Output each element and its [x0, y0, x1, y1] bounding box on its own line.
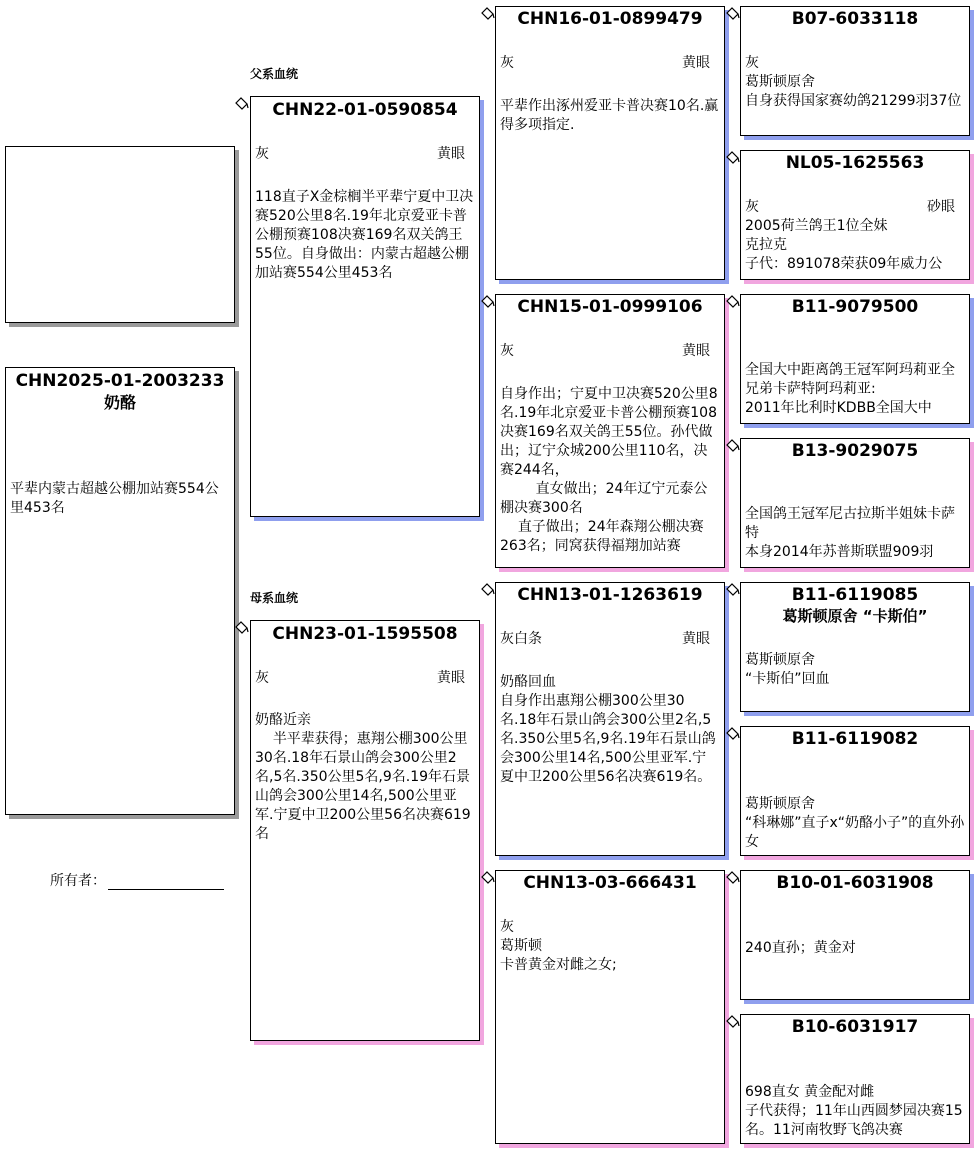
paint-bucket-icon[interactable]	[724, 582, 740, 598]
gen2-card-2[interactable]	[495, 294, 725, 568]
gen3-text: 全国鸽王冠军尼古拉斯半姐妹卡萨特 本身2014年苏普斯联盟909羽	[745, 506, 955, 560]
paint-bucket-icon[interactable]	[479, 6, 495, 22]
owner-blank[interactable]	[108, 873, 224, 890]
gen2-eye: 黄眼	[682, 343, 710, 359]
subject-text: 平辈内蒙古超越公棚加站赛554公里453名	[10, 481, 219, 516]
gen3-text: 葛斯顿原舍 “科琳娜”直子x“奶酪小子”的直外孙女	[745, 796, 965, 850]
sire-ring: CHN22-01-0590854	[272, 100, 458, 120]
dam-ring: CHN23-01-1595508	[272, 624, 458, 644]
paint-bucket-icon[interactable]	[479, 870, 495, 886]
paint-bucket-icon[interactable]	[724, 726, 740, 742]
gen2-color: 灰白条	[500, 631, 542, 647]
gen3-ring: B13-9029075	[791, 441, 919, 461]
gen3-text: 灰 葛斯顿原舍 自身获得国家赛幼鸽21299羽37位	[745, 55, 962, 109]
gen3-ring: B11-9079500	[791, 297, 919, 317]
photo-box	[5, 146, 235, 323]
sire-color: 灰	[255, 146, 269, 162]
subject-card[interactable]	[5, 367, 235, 815]
gen3-ring: B11-6119082	[791, 729, 919, 749]
dam-line-label: 母系血统	[250, 591, 299, 605]
gen3-text: 葛斯顿原舍 “卡斯伯”回血	[745, 652, 830, 687]
dam-card[interactable]	[250, 620, 480, 1041]
gen2-ring: CHN15-01-0999106	[517, 297, 703, 317]
paint-bucket-icon[interactable]	[724, 870, 740, 886]
gen2-text: 自身作出；宁夏中卫决赛520公里8名.19年北京爱亚卡普公棚预赛108决赛169名双关鸽王55位。孙代做出；辽宁众城200公里110名，决赛244名， 直女做出；24年辽宁元泰公棚决赛300名 直子做出；24年森翔公棚决赛263名；同窝获得福翔加站赛	[500, 386, 718, 554]
gen3-ring: B11-6119085	[791, 585, 919, 605]
gen3-color: 灰	[745, 199, 759, 215]
gen2-color: 灰	[500, 343, 514, 359]
gen3-card-2[interactable]	[740, 150, 970, 280]
dam-text: 奶酪近亲 半平辈获得；惠翔公棚300公里30名.18年石景山鸽会300公里2名,5名.350公里5名,9名.19年石景山鸽会300公里14名,500公里亚军.宁夏中卫200公里56名决赛619名	[255, 712, 471, 842]
gen3-text: 698直女 黄金配对雌 子代获得；11年山西圆梦园决赛15名。11河南牧野飞鸽决赛	[745, 1084, 963, 1138]
gen2-eye: 黄眼	[682, 55, 710, 71]
gen3-card-4[interactable]	[740, 438, 970, 568]
gen3-text: 240直孙；黄金对	[745, 940, 856, 956]
gen2-color: 灰	[500, 55, 514, 71]
gen3-card-6[interactable]	[740, 726, 970, 856]
paint-bucket-icon[interactable]	[724, 150, 740, 166]
gen3-ring: B07-6033118	[791, 9, 919, 29]
paint-bucket-icon[interactable]	[233, 620, 249, 636]
subject-ring: CHN2025-01-2003233	[15, 371, 225, 391]
sire-text: 118直子X金棕榈半平辈宁夏中卫决赛520公里8名.19年北京爱亚卡普公棚预赛108决赛169名双关鸽王55位。自身做出：内蒙古超越公棚加站赛554公里453名	[255, 189, 474, 281]
gen3-eye: 砂眼	[927, 199, 955, 215]
paint-bucket-icon[interactable]	[724, 6, 740, 22]
sire-card[interactable]	[250, 96, 480, 517]
gen3-ring: B10-6031917	[791, 1017, 919, 1037]
gen3-card-1[interactable]	[740, 6, 970, 136]
subject-name: 奶酪	[103, 393, 136, 412]
sire-line-label: 父系血统	[250, 67, 299, 81]
gen2-card-1[interactable]	[495, 6, 725, 280]
gen3-ring: NL05-1625563	[785, 153, 925, 173]
owner-field	[50, 870, 224, 890]
gen2-text: 平辈作出涿州爱亚卡普决赛10名.赢得多项指定.	[500, 98, 719, 133]
owner-label: 所有者：	[50, 873, 106, 889]
dam-color: 灰	[255, 670, 269, 686]
gen2-eye: 黄眼	[682, 631, 710, 647]
gen2-ring: CHN13-01-1263619	[517, 585, 703, 605]
paint-bucket-icon[interactable]	[724, 294, 740, 310]
gen3-card-3[interactable]	[740, 294, 970, 424]
gen3-card-5[interactable]	[740, 582, 970, 712]
paint-bucket-icon[interactable]	[724, 1014, 740, 1030]
paint-bucket-icon[interactable]	[479, 294, 495, 310]
gen3-text: 全国大中距离鸽王冠军阿玛莉亚全兄弟卡萨特阿玛莉亚: 2011年比利时KDBB全国大中	[745, 362, 955, 416]
gen2-text: 灰 葛斯顿 卡普黄金对雌之女;	[500, 919, 617, 973]
gen3-card-7[interactable]	[740, 870, 970, 1000]
gen2-card-3[interactable]	[495, 582, 725, 856]
paint-bucket-icon[interactable]	[233, 96, 249, 112]
sire-eye: 黄眼	[437, 146, 465, 162]
gen3-text: 2005荷兰鸽王1位全妹 克拉克 子代：891078荣获09年威力公	[745, 218, 943, 272]
paint-bucket-icon[interactable]	[479, 582, 495, 598]
dam-eye: 黄眼	[437, 670, 465, 686]
paint-bucket-icon[interactable]	[724, 438, 740, 454]
gen3-subtitle: 葛斯顿原舍 “卡斯伯”	[782, 607, 928, 625]
gen2-card-4[interactable]	[495, 870, 725, 1144]
gen3-card-8[interactable]	[740, 1014, 970, 1144]
gen2-ring: CHN16-01-0899479	[517, 9, 703, 29]
gen2-text: 奶酪回血 自身作出惠翔公棚300公里30名.18年石景山鸽会300公里2名,5名.350公里5名,9名.19年石景山鸽会300公里14名,500公里亚军.宁夏中卫200公里56名决赛619名。	[500, 674, 716, 785]
gen3-ring: B10-01-6031908	[776, 873, 934, 893]
gen2-ring: CHN13-03-666431	[523, 873, 697, 893]
